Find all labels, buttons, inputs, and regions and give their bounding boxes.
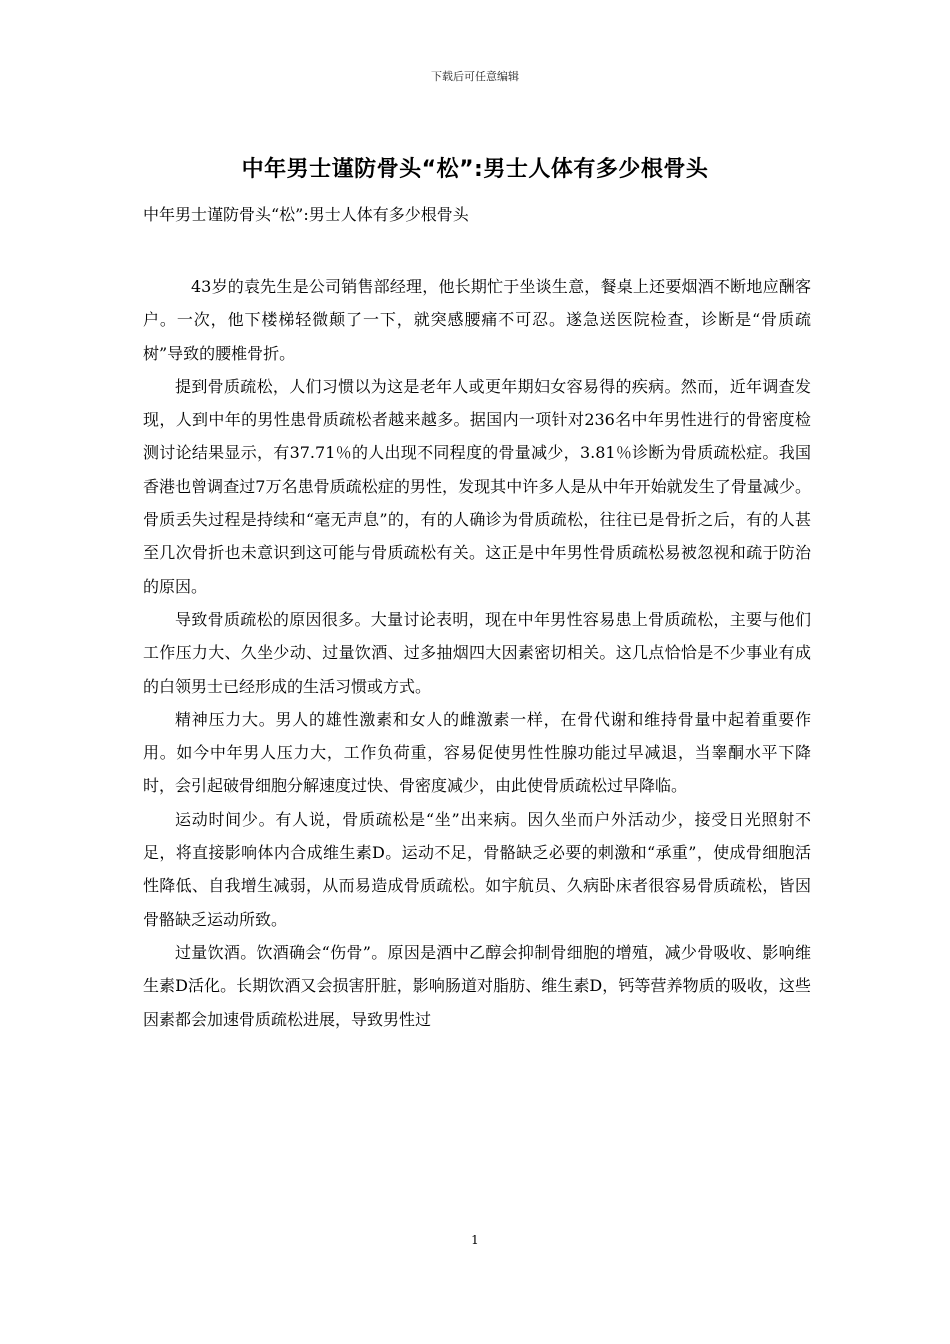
paragraph-5: 运动时间少。有人说，骨质疏松是“坐”出来病。因久坐而户外活动少，接受日光照射不足，将直接影响体内合成维生素D。运动不足，骨骼缺乏必要的刺激和“承重”，使成骨细胞活性降低、自我增生减弱，从而易造成骨质疏松。如宇航员、久病卧床者很容易骨质疏松，皆因骨骼缺乏运动所致。: [143, 809, 811, 929]
paragraph-4: 精神压力大。男人的雄性激素和女人的雌激素一样，在骨代谢和维持骨量中起着重要作用。如今中年男人压力大，工作负荷重，容易促使男性性腺功能过早减退，当睾酮水平下降时，会引起破骨细胞分解速度过快、骨密度减少，由此使骨质疏松过早降临。: [143, 709, 811, 796]
document-title: 中年男士谨防骨头“松”:男士人体有多少根骨头: [241, 157, 709, 182]
paragraph-1: 43岁的袁先生是公司销售部经理，他长期忙于坐谈生意，餐桌上还要烟酒不断地应酬客户。一次，他下楼梯轻微颠了一下，就突感腰痛不可忍。遂急送医院检查，诊断是“骨质疏树”导致的腰椎骨折。: [143, 277, 811, 363]
paragraph-3: 导致骨质疏松的原因很多。大量讨论表明，现在中年男性容易患上骨质疏松，主要与他们工作压力大、久坐少动、过量饮酒、过多抽烟四大因素密切相关。这几点恰恰是不少事业有成的白领男士已经形成的生活习惯或方式。: [143, 609, 811, 696]
paragraph-6: 过量饮酒。饮酒确会“伤骨”。原因是酒中乙醇会抑制骨细胞的增殖，减少骨吸收、影响维生素D活化。长期饮酒又会损害肝脏，影响肠道对脂肪、维生素D，钙等营养物质的吸收，这些因素都会加速骨质疏松进展，导致男性过: [143, 942, 811, 1029]
paragraph-2: 提到骨质疏松，人们习惯以为这是老年人或更年期妇女容易得的疾病。然而，近年调查发现，人到中年的男性患骨质疏松者越来越多。据国内一项针对236名中年男性进行的骨密度检测讨论结果显示，有37.71％的人出现不同程度的骨量减少，3.81％诊断为骨质疏松症。我国香港也曾调查过7万名患骨质疏松症的男性，发现其中许多人是从中年开始就发生了骨量减少。骨质丢失过程是持续和“毫无声息”的，有的人确诊为骨质疏松，往往已是骨折之后，有的人甚至几次骨折也未意识到这可能与骨质疏松有关。这正是中年男性骨质疏松易被忽视和疏于防治的原因。: [143, 376, 811, 596]
page-number: 1: [471, 1233, 479, 1247]
document-body: [143, 270, 811, 1036]
page-header-note: 下载后可任意编辑: [431, 70, 519, 83]
document-subtitle: 中年男士谨防骨头“松”:男士人体有多少根骨头: [143, 205, 469, 224]
